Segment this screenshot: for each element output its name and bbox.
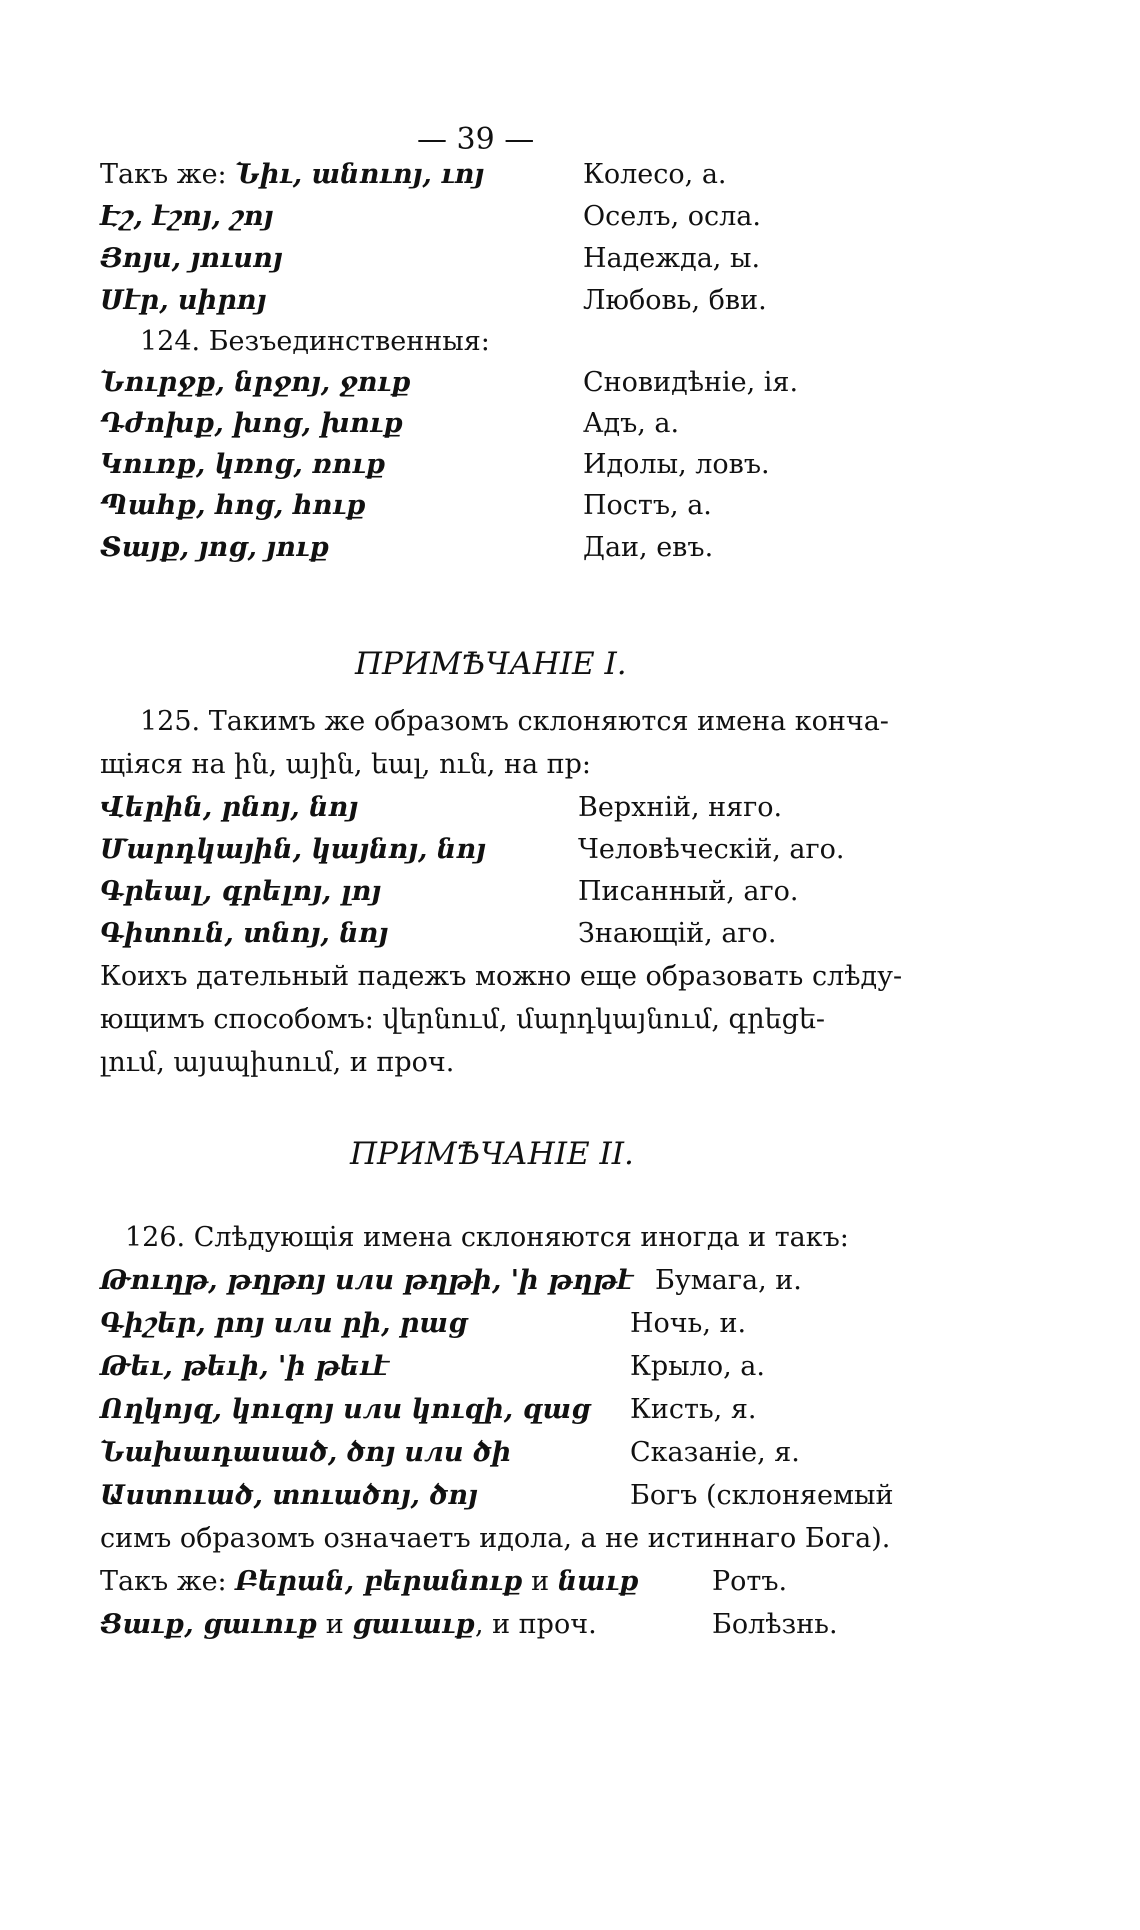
russian-gloss: Богъ (склоняемый [630, 1480, 894, 1511]
declension-row [100, 1476, 478, 1516]
russian-gloss: Человѣческій, аго. [578, 834, 845, 865]
armenian-word: Յոյս, յուսոյ [100, 243, 283, 274]
declension-row [100, 281, 266, 321]
armenian-word: Վերին, րնոյ, նոյ [100, 792, 359, 823]
russian-gloss: Крыло, а. [630, 1351, 765, 1382]
armenian-word: Բերան, բերանուք [235, 1566, 523, 1597]
armenian-word: Գրեալ, գրելոյ, լոյ [100, 876, 382, 907]
section-heading-124: 124. Безъединственныя: [140, 326, 490, 357]
declension-row [100, 1304, 467, 1344]
declension-row [100, 197, 273, 237]
note1-para-line: 125. Такимъ же образомъ склоняются имена конча- [140, 706, 889, 737]
declension-row [100, 1347, 389, 1387]
armenian-word: ցաւաւք [352, 1609, 475, 1640]
declension-row [100, 914, 388, 954]
armenian-word: Ցաւք, ցաւուք [100, 1609, 318, 1640]
declension-row [100, 1433, 511, 1473]
row-conjunction: и [317, 1609, 353, 1640]
russian-gloss: Адъ, а. [583, 408, 680, 439]
russian-gloss: Ротъ. [712, 1566, 788, 1597]
armenian-word: Նիւ, անուոյ, ւոյ [235, 159, 485, 190]
armenian-word: Կուռք, կռոց, ռուք [100, 449, 386, 480]
russian-gloss: Болѣзнь. [712, 1609, 838, 1640]
russian-gloss: Ночь, и. [630, 1308, 747, 1339]
declension-row [100, 1562, 639, 1602]
armenian-word: Գիշեր, րոյ или րի, րաց [100, 1308, 468, 1339]
note2-para-line: 126. Слѣдующія имена склоняются иногда и такъ: [125, 1222, 849, 1253]
russian-gloss: Бумага, и. [655, 1265, 802, 1296]
armenian-word: Թեւ, թեւի, 'ի թեւէ [100, 1351, 389, 1382]
russian-gloss: Оселъ, осла. [583, 201, 761, 232]
armenian-word: Նուրջք, նրջոյ, ջուք [100, 367, 411, 398]
armenian-word: Ողկոյզ, կուզոյ или կուզի, զաց [100, 1394, 591, 1425]
armenian-word: Պահք, հոց, հուք [100, 490, 366, 521]
row-conjunction: и [522, 1566, 558, 1597]
declension-row [100, 1605, 597, 1645]
russian-gloss: Постъ, а. [583, 490, 712, 521]
russian-gloss: Кисть, я. [630, 1394, 757, 1425]
declension-row [100, 1390, 590, 1430]
armenian-word: Դժոխք, խոց, խուք [100, 408, 403, 439]
russian-gloss: Сказаніе, я. [630, 1437, 800, 1468]
russian-gloss: Идолы, ловъ. [583, 449, 770, 480]
armenian-word: Թուղթ, թղթոյ или թղթի, 'ի թղթէ [100, 1265, 634, 1296]
declension-row [100, 788, 358, 828]
declension-row [100, 445, 385, 485]
russian-gloss: Писанный, аго. [578, 876, 799, 907]
declension-row [100, 1261, 633, 1301]
declension-row [100, 872, 381, 912]
russian-gloss: Надежда, ы. [583, 243, 761, 274]
armenian-word: Էշ, էշոյ, շոյ [100, 201, 274, 232]
armenian-word: Գիտուն, տնոյ, նոյ [100, 918, 389, 949]
note1-para-line: щіяся на ին, ային, եալ, ուն, на пр: [100, 749, 591, 780]
armenian-word: Տայք, յոց, յուք [100, 532, 330, 563]
russian-gloss: Даи, евъ. [583, 532, 714, 563]
note2-title: ПРИМѢЧАНІЕ II. [350, 1136, 634, 1172]
russian-gloss: Знающій, аго. [578, 918, 777, 949]
armenian-word: Նախադասած, ծոյ или ծի [100, 1437, 512, 1468]
row-prefix: Такъ же: [100, 1566, 236, 1597]
note2-tail-line: симъ образомъ означаетъ идола, а не истиннаго Бога). [100, 1523, 891, 1554]
russian-gloss: Сновидѣніе, ія. [583, 367, 799, 398]
declension-row [100, 528, 329, 568]
declension-row [100, 486, 366, 526]
declension-row [100, 830, 486, 870]
russian-gloss: Колесо, а. [583, 159, 727, 190]
declension-row [100, 404, 403, 444]
declension-row [100, 155, 484, 195]
armenian-word: Մարդկային, կայնոյ, նոյ [100, 834, 486, 865]
russian-gloss: Верхній, няго. [578, 792, 783, 823]
page-number: — 39 — [417, 122, 535, 157]
note1-tail-line: Коихъ дательный падежъ можно еще образовать слѣду- [100, 961, 903, 992]
note1-tail-line: ющимъ способомъ: վերնում, մարդկայնում, գրեցե- [100, 1004, 826, 1035]
armenian-word: Սէր, սիրոյ [100, 285, 267, 316]
row-suffix: , и проч. [474, 1609, 597, 1640]
row-prefix: Такъ же: [100, 159, 236, 190]
note1-title: ПРИМѢЧАНІЕ I. [355, 646, 627, 682]
declension-row [100, 239, 283, 279]
armenian-word: նաւք [557, 1566, 639, 1597]
declension-row [100, 363, 411, 403]
note1-tail-line: լում, այսպիսում, и проч. [100, 1047, 455, 1078]
russian-gloss: Любовь, бви. [583, 285, 767, 316]
armenian-word: Աստուած, տուածոյ, ծոյ [100, 1480, 478, 1511]
